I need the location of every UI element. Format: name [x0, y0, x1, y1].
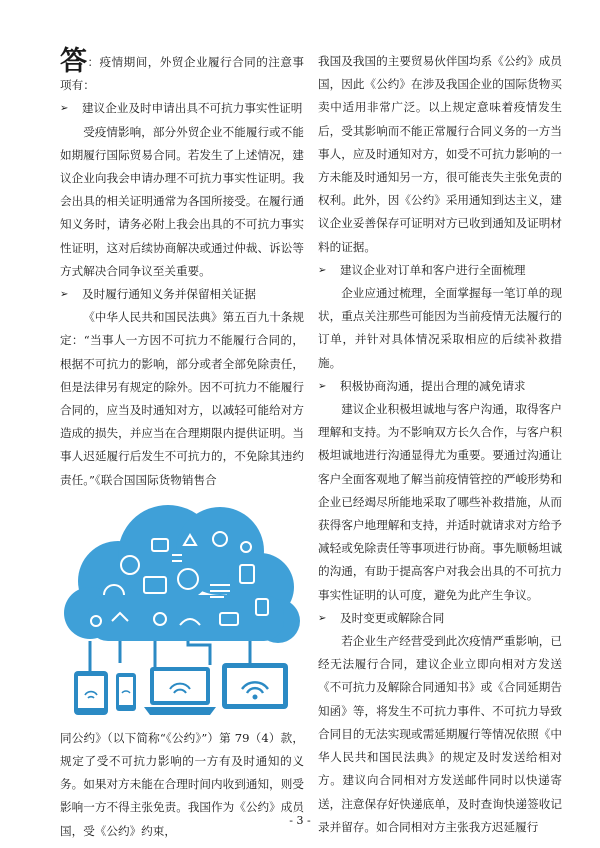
answer-char: 答	[60, 46, 88, 77]
paragraph: 建议企业积极坦诚地与客户沟通，取得客户理解和支持。为不影响双方长久合作，与客户积极坦诚地进行沟通显得尤为重要。要通过沟通让客户全面客观地了解当前疫情管控的严峻形势和企业已经竭尽所能地采取了哪些补救措施，从而获得客户地理解和支持，并适时就请求对方给予减轻或免除责任等事项进行协商。事先顺畅坦诚的沟通，有助于提高客户对我会出具的不可抗力事实性证明的认可度，避免为此产生争议。	[318, 402, 562, 602]
laptop-icon	[144, 667, 216, 715]
page-number: - 3 -	[289, 814, 311, 827]
heading-proof-certificate: ➢ 建议企业及时申请出具不可抗力事实性证明	[60, 97, 304, 120]
paragraph: 企业应通过梳理，全面掌握每一笔订单的现状，重点关注那些可能因为当前疫情无法履行的订单，并针对具体情况采取相应的后续补救措施。	[318, 286, 562, 370]
arrow-bullet-icon: ➢	[60, 289, 69, 301]
arrow-bullet-icon: ➢	[318, 612, 327, 624]
tablet-icon	[74, 671, 108, 715]
left-column	[60, 46, 304, 843]
intro-text: ：疫情期间，外贸企业履行合同的注意事项有：	[60, 55, 304, 93]
intro-line	[60, 46, 304, 97]
arrow-bullet-icon: ➢	[60, 103, 69, 115]
paragraph: 我国及我国的主要贸易伙伴国均系《公约》成员国，因此《公约》在涉及我国企业的国际货物买卖中适用非常广泛。以上规定意味着疫情发生后，受其影响而不能正常履行合同义务的一方当事人，应及时通知对方，如受不可抗力影响的一方未能及时通知另一方，很可能丧失主张免责的权利。此外，因《公约》采用通知到达主义，建议企业妥善保存可证明对方已收到通知及证明材料的证据。	[318, 54, 562, 254]
phone-icon	[116, 673, 136, 711]
heading-notify-duty: ➢ 及时履行通知义务并保留相关证据	[60, 283, 304, 306]
heading-negotiate: ➢ 积极协商沟通，提出合理的减免请求	[318, 375, 562, 398]
paragraph: 受疫情影响，部分外贸企业不能履行或不能如期履行国际贸易合同。若发生了上述情况，建议企业向我会申请办理不可抗力事实性证明。我会出具的相关证明通常为各国所接受。在履行通知义务时，请务必附上我会出具的不可抗力事实性证明，这对后续协商解决或通过仲裁、诉讼等方式解决合同争议至关重要。	[60, 124, 304, 278]
cloud-network-illustration	[60, 495, 304, 723]
paragraph: 同公约》（以下简称“《公约》”）第 79（4）款，规定了受不可抗力影响的一方有及时通知的义务。如果对方未能在合理时间内收到通知，则受影响一方不得主张免责。我国作为《公约》成员国，受《公约》约束，	[60, 730, 304, 838]
arrow-bullet-icon: ➢	[318, 380, 327, 392]
arrow-bullet-icon: ➢	[318, 264, 327, 276]
right-column	[318, 50, 562, 839]
cloud-network-icon	[60, 495, 304, 723]
router-icon	[222, 663, 288, 709]
heading-review-orders: ➢ 建议企业对订单和客户进行全面梳理	[318, 259, 562, 282]
paragraph: 若企业生产经营受到此次疫情严重影响，已经无法履行合同，建议企业立即向相对方发送《不可抗力及解除合同通知书》或《合同延期告知函》等，将发生不可抗力事件、不可抗力导致合同目的无法实现或需延期履行等情况依照《中华人民共和国民法典》的规定及时发送给相对方。建议向合同相对方发送邮件同时以快递寄送，注意保存好快递底单，及时查询快递签收记录并留存。如合同相对方主张我方迟延履行	[318, 634, 562, 834]
heading-change-contract: ➢ 及时变更或解除合同	[318, 607, 562, 630]
paragraph: 《中华人民共和国民法典》第五百九十条规定：“当事人一方因不可抗力不能履行合同的，根据不可抗力的影响，部分或者全部免除责任，但是法律另有规定的除外。因不可抗力不能履行合同的，应当及时通知对方，以减轻可能给对方造成的损失，并应当在合理期限内提供证明。当事人迟延履行后发生不可抗力的，不免除其违约责任。”《联合国国际货物销售合	[60, 310, 304, 487]
